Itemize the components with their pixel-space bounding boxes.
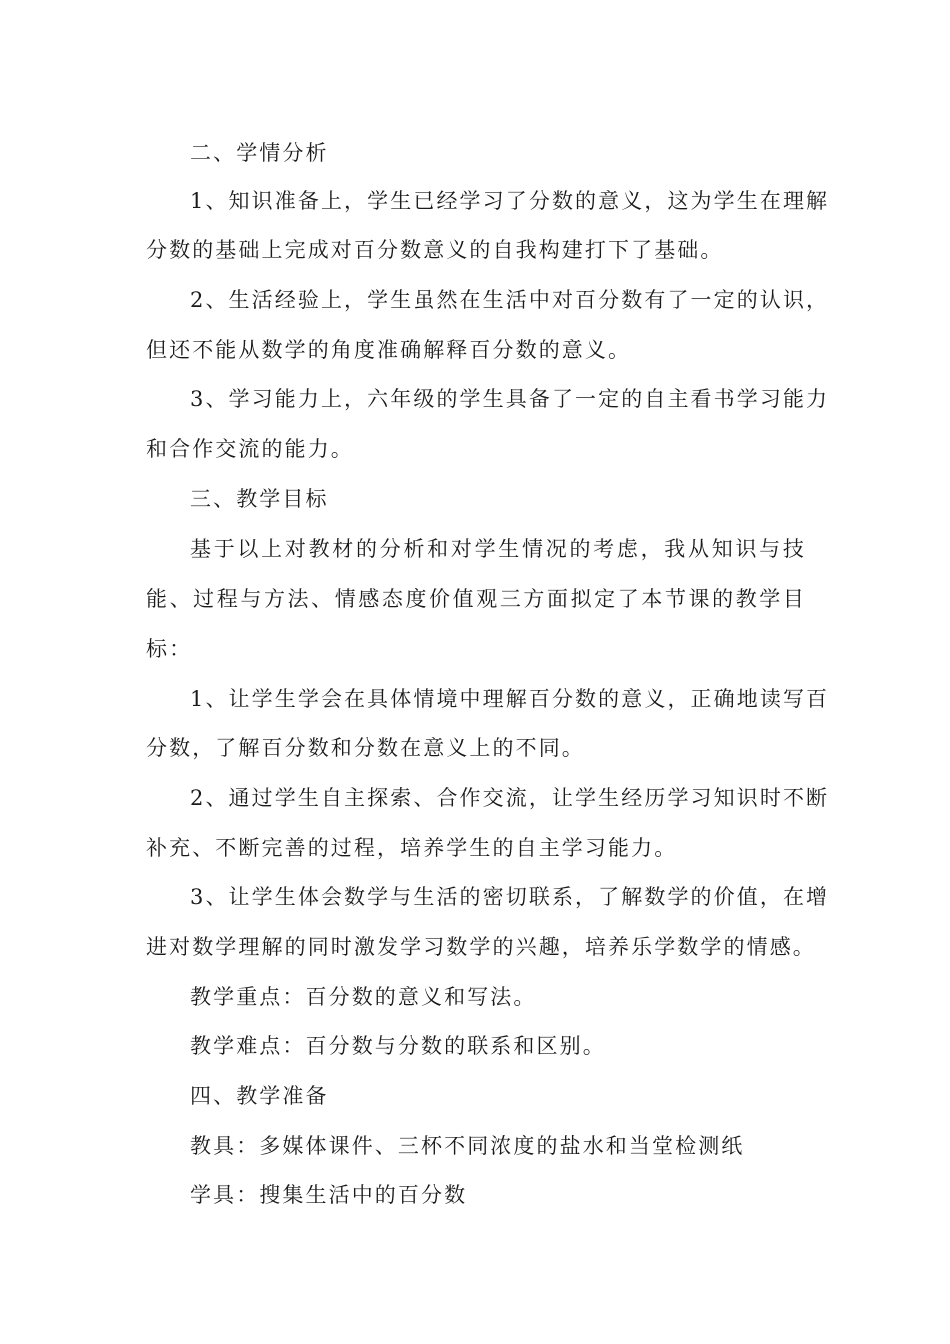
paragraph-line: 和合作交流的能力。 [146,437,354,461]
paragraph-line: 补充、不断完善的过程，培养学生的自主学习能力。 [146,836,678,860]
paragraph-line: 标： [146,637,193,661]
paragraph-line: 2、通过学生自主探索、合作交流，让学生经历学习知识时不断 [190,786,830,810]
difficult-point-line: 教学难点：百分数与分数的联系和区别。 [190,1034,606,1058]
key-point-line: 教学重点：百分数的意义和写法。 [190,985,537,1009]
teacher-tools-line: 教具：多媒体课件、三杯不同浓度的盐水和当堂检测纸 [190,1134,745,1158]
student-tools-line: 学具：搜集生活中的百分数 [190,1183,468,1207]
paragraph-line: 能、过程与方法、情感态度价值观三方面拟定了本节课的教学目 [146,587,806,611]
paragraph-line: 进对数学理解的同时激发学习数学的兴趣，培养乐学数学的情感。 [146,935,816,959]
paragraph-line: 分数，了解百分数和分数在意义上的不同。 [146,736,585,760]
paragraph-line: 3、学习能力上，六年级的学生具备了一定的自主看书学习能力 [190,387,830,411]
paragraph-line: 基于以上对教材的分析和对学生情况的考虑，我从知识与技 [190,537,806,561]
paragraph-line: 但还不能从数学的角度准确解释百分数的意义。 [146,338,632,362]
paragraph-line: 3、让学生体会数学与生活的密切联系，了解数学的价值，在增 [190,885,830,909]
paragraph-line: 1、知识准备上，学生已经学习了分数的意义，这为学生在理解 [190,189,830,213]
paragraph-line: 2、生活经验上，学生虽然在生活中对百分数有了一定的认识， [190,288,830,312]
section-heading-teaching-preparation: 四、教学准备 [190,1084,329,1108]
paragraph-line: 分数的基础上完成对百分数意义的自我构建打下了基础。 [146,238,724,262]
paragraph-line: 1、让学生学会在具体情境中理解百分数的意义，正确地读写百 [190,687,830,711]
section-heading-teaching-objectives: 三、教学目标 [190,487,329,511]
section-heading-learning-analysis: 二、学情分析 [190,141,329,165]
